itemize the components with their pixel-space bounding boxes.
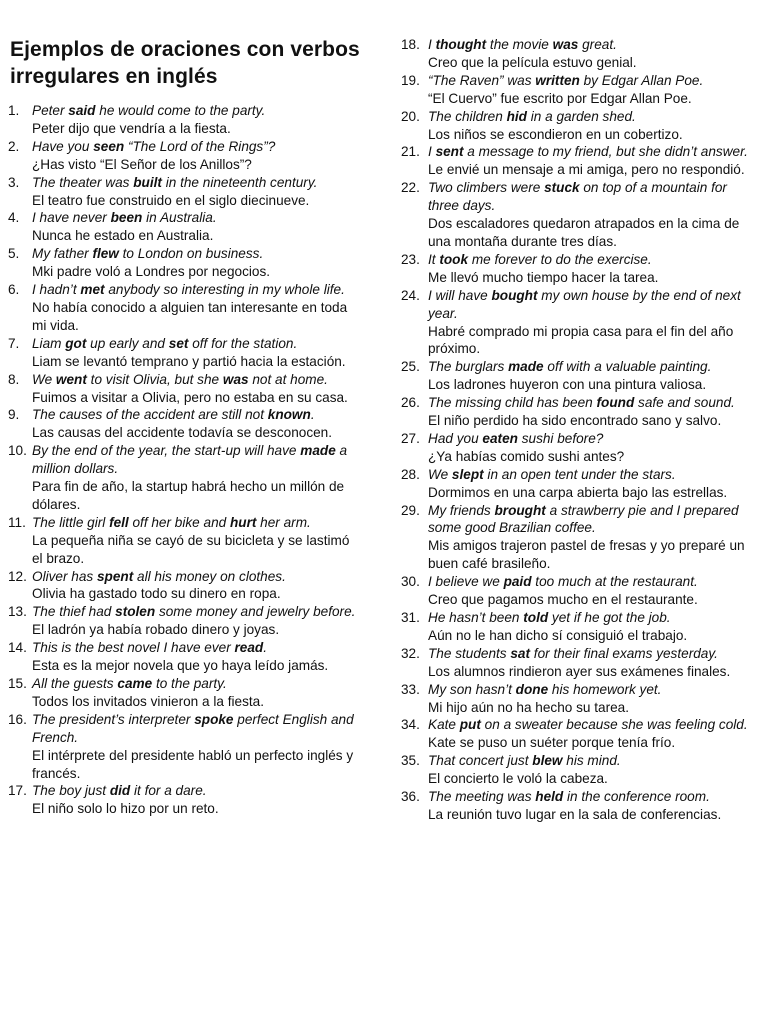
english-text: to London on business. xyxy=(118,246,264,262)
english-text: off her bike and xyxy=(128,514,230,530)
english-text: Have you xyxy=(32,138,94,154)
item-number: 9. xyxy=(8,407,20,423)
item-number: 15. xyxy=(8,676,27,691)
item-number: 6. xyxy=(8,282,20,298)
english-text: all his money on clothes. xyxy=(133,568,286,584)
list-item xyxy=(0,245,360,281)
english-text: by Edgar Allan Poe. xyxy=(579,72,704,88)
irregular-verb: been xyxy=(110,210,143,226)
english-text: to the party. xyxy=(152,676,227,691)
english-text: I will have xyxy=(428,287,492,303)
irregular-verb: done xyxy=(515,681,549,697)
english-sentence xyxy=(32,245,360,263)
english-text: the movie xyxy=(486,37,553,52)
list-item xyxy=(398,716,756,752)
item-number: 8. xyxy=(8,371,20,387)
english-sentence xyxy=(32,514,360,532)
english-text: That concert just xyxy=(428,753,533,769)
item-number: 2. xyxy=(8,138,20,154)
irregular-verb: read xyxy=(234,640,264,656)
english-text: The burglars xyxy=(428,359,509,375)
english-sentence xyxy=(32,371,360,389)
list-item xyxy=(0,209,360,245)
english-text: off with a valuable painting. xyxy=(543,359,712,375)
spanish-translation: Dos escaladores quedaron atrapados en la cima de una montaña durante tres días. xyxy=(428,216,740,249)
english-text: too much at the restaurant. xyxy=(531,574,698,590)
spanish-translation: Los niños se escondieron en un cobertizo. xyxy=(428,126,683,142)
english-text: in a garden shed. xyxy=(526,108,636,124)
english-text: a million dollars. xyxy=(32,443,348,477)
english-sentence xyxy=(428,502,756,538)
spanish-translation: ¿Ya habías comido sushi antes? xyxy=(428,448,625,464)
english-text: he would come to the party. xyxy=(95,103,266,118)
spanish-translation: Aún no le han dicho sí consiguió el trabajo. xyxy=(428,627,688,643)
english-text: on top of a mountain for three days. xyxy=(428,180,727,214)
english-text: The theater was xyxy=(32,174,134,190)
irregular-verb: brought xyxy=(494,502,546,518)
sentence-list-right xyxy=(398,36,756,824)
english-sentence xyxy=(428,108,756,126)
spanish-translation: El intérprete del presidente habló un perfecto inglés y francés. xyxy=(32,747,354,781)
english-sentence xyxy=(428,143,756,161)
irregular-verb: sat xyxy=(510,645,531,661)
english-text: I believe we xyxy=(428,574,504,590)
irregular-verb: stolen xyxy=(115,604,156,620)
item-number: 32. xyxy=(401,645,420,661)
english-text: “The Raven” was xyxy=(428,72,536,88)
left-column xyxy=(0,36,360,818)
english-sentence xyxy=(32,406,360,424)
english-text: The little girl xyxy=(32,514,110,530)
item-number: 5. xyxy=(8,246,20,262)
item-number: 21. xyxy=(401,144,420,160)
english-sentence xyxy=(428,645,756,663)
item-number: 16. xyxy=(8,711,27,727)
english-text: Liam xyxy=(32,335,66,351)
spanish-translation: La pequeña niña se cayó de su bicicleta y se lastimó el brazo. xyxy=(32,532,350,566)
list-item xyxy=(0,174,360,210)
irregular-verb: stuck xyxy=(544,180,580,196)
irregular-verb: was xyxy=(222,371,249,387)
english-text: This is the best novel I have ever xyxy=(32,640,235,656)
english-text: sushi before? xyxy=(517,430,604,446)
irregular-verb: paid xyxy=(503,574,532,590)
english-sentence xyxy=(428,466,756,484)
item-number: 24. xyxy=(401,287,420,303)
irregular-verb: made xyxy=(300,443,336,459)
irregular-verb: was xyxy=(552,37,579,52)
english-text: Two climbers were xyxy=(428,180,545,196)
item-number: 1. xyxy=(8,103,20,118)
english-text: The thief had xyxy=(32,604,116,620)
irregular-verb: hid xyxy=(506,108,527,124)
list-item xyxy=(398,502,756,574)
irregular-verb: known xyxy=(267,407,311,423)
list-item xyxy=(398,251,756,287)
english-sentence xyxy=(428,72,756,90)
english-text: . xyxy=(310,407,315,423)
english-text: “The Lord of the Rings”? xyxy=(124,138,276,154)
spanish-translation: El concierto le voló la cabeza. xyxy=(428,771,608,787)
spanish-translation: Creo que la película estuvo genial. xyxy=(428,54,637,70)
english-text: in Australia. xyxy=(142,210,217,226)
english-text: her arm. xyxy=(256,514,311,530)
irregular-verb: found xyxy=(596,395,635,411)
english-sentence xyxy=(428,716,756,734)
english-sentence xyxy=(428,681,756,699)
english-text: The causes of the accident are still not xyxy=(32,407,268,423)
english-text: his homework yet. xyxy=(548,681,662,697)
list-item xyxy=(0,639,360,675)
irregular-verb: made xyxy=(508,359,544,375)
irregular-verb: spent xyxy=(96,568,134,584)
list-item xyxy=(398,72,756,108)
list-item xyxy=(0,782,360,818)
list-item xyxy=(398,358,756,394)
english-text: great. xyxy=(578,37,617,52)
item-number: 3. xyxy=(8,174,20,190)
list-item xyxy=(398,466,756,502)
spanish-translation: El niño perdido ha sido encontrado sano y salvo. xyxy=(428,413,722,429)
irregular-verb: put xyxy=(459,717,481,733)
english-text: I xyxy=(428,37,436,52)
spanish-translation: Los ladrones huyeron con una pintura valiosa. xyxy=(428,377,707,393)
english-text: not at home. xyxy=(248,371,328,387)
irregular-verb: built xyxy=(133,174,162,190)
english-text: We xyxy=(428,466,452,482)
english-text: for their final exams yesterday. xyxy=(530,645,718,661)
spanish-translation: El teatro fue construido en el siglo diecinueve. xyxy=(32,192,310,208)
spanish-translation: Kate se puso un suéter porque tenía frío. xyxy=(428,735,676,751)
spanish-translation: Los alumnos rindieron ayer sus exámenes finales. xyxy=(428,663,731,679)
spanish-translation: Nunca he estado en Australia. xyxy=(32,228,214,244)
english-text: in an open tent under the stars. xyxy=(483,466,676,482)
english-text: on a sweater because she was feeling cold. xyxy=(480,717,748,733)
item-number: 35. xyxy=(401,753,420,769)
spanish-translation: Habré comprado mi propia casa para el fin del año próximo. xyxy=(428,323,734,357)
english-text: The children xyxy=(428,108,507,124)
list-item xyxy=(398,681,756,717)
spanish-translation: “El Cuervo” fue escrito por Edgar Allan Poe. xyxy=(428,90,692,106)
english-sentence xyxy=(428,251,756,269)
english-text: The boy just xyxy=(32,783,110,799)
irregular-verb: told xyxy=(523,610,549,625)
irregular-verb: written xyxy=(535,72,580,88)
list-item xyxy=(398,143,756,179)
english-text: We xyxy=(32,371,56,387)
item-number: 4. xyxy=(8,210,20,226)
english-text: I have never xyxy=(32,210,111,226)
item-number: 30. xyxy=(401,574,420,590)
right-column xyxy=(398,36,756,824)
list-item xyxy=(0,102,360,138)
english-text: The students xyxy=(428,645,511,661)
english-sentence xyxy=(428,394,756,412)
list-item xyxy=(0,371,360,407)
spanish-translation: Peter dijo que vendría a la fiesta. xyxy=(32,120,231,136)
spanish-translation: Dormimos en una carpa abierta bajo las estrellas. xyxy=(428,484,728,500)
list-item xyxy=(0,675,360,711)
irregular-verb: spoke xyxy=(194,711,234,727)
spanish-translation: Liam se levantó temprano y partió hacia la estación. xyxy=(32,353,346,369)
list-item xyxy=(398,609,756,645)
english-text: My son hasn’t xyxy=(428,681,516,697)
english-text: My father xyxy=(32,246,93,262)
english-text: I hadn’t xyxy=(32,282,81,298)
english-sentence xyxy=(32,782,360,800)
item-number: 34. xyxy=(401,717,420,733)
irregular-verb: sent xyxy=(435,144,464,160)
english-sentence xyxy=(428,287,756,323)
english-sentence xyxy=(428,573,756,591)
item-number: 10. xyxy=(8,443,27,459)
irregular-verb: set xyxy=(168,335,189,351)
spanish-translation: ¿Has visto “El Señor de los Anillos”? xyxy=(32,156,252,172)
english-text: a strawberry pie and I prepared some good Brazilian coffee. xyxy=(428,502,739,536)
irregular-verb: went xyxy=(55,371,87,387)
item-number: 26. xyxy=(401,395,420,411)
irregular-verb: bought xyxy=(491,287,538,303)
spanish-translation: Fuimos a visitar a Olivia, pero no estaba en su casa. xyxy=(32,389,348,405)
english-text: Had you xyxy=(428,430,483,446)
irregular-verb: said xyxy=(68,103,96,118)
item-number: 17. xyxy=(8,783,27,799)
item-number: 27. xyxy=(401,430,420,446)
english-text: his mind. xyxy=(562,753,621,769)
irregular-verb: hurt xyxy=(229,514,257,530)
english-sentence xyxy=(428,430,756,448)
item-number: 20. xyxy=(401,108,420,124)
irregular-verb: seen xyxy=(93,138,125,154)
english-sentence xyxy=(428,179,756,215)
english-text: All the guests xyxy=(32,676,118,691)
irregular-verb: flew xyxy=(92,246,119,262)
english-sentence xyxy=(428,752,756,770)
english-text: in the nineteenth century. xyxy=(161,174,318,190)
english-text: my own house by the end of next year. xyxy=(428,287,741,321)
irregular-verb: thought xyxy=(435,37,487,52)
spanish-translation: Creo que pagamos mucho en el restaurante. xyxy=(428,592,698,608)
list-item xyxy=(0,603,360,639)
english-text: some money and jewelry before. xyxy=(155,604,356,620)
english-sentence xyxy=(428,358,756,376)
english-sentence xyxy=(428,36,756,54)
english-text: me forever to do the exercise. xyxy=(468,251,652,267)
irregular-verb: eaten xyxy=(482,430,518,446)
english-text: in the conference room. xyxy=(563,789,710,805)
spanish-translation: El ladrón ya había robado dinero y joyas. xyxy=(32,622,280,638)
irregular-verb: fell xyxy=(109,514,129,530)
list-item xyxy=(398,573,756,609)
english-text: The meeting was xyxy=(428,789,536,805)
item-number: 29. xyxy=(401,502,420,518)
english-text: off for the station. xyxy=(188,335,298,351)
english-sentence xyxy=(32,174,360,192)
list-item xyxy=(398,108,756,144)
english-text: I xyxy=(428,144,436,160)
irregular-verb: held xyxy=(535,789,564,805)
english-sentence xyxy=(428,609,756,627)
spanish-translation: Mki padre voló a Londres por negocios. xyxy=(32,264,271,280)
spanish-translation: La reunión tuvo lugar en la sala de conferencias. xyxy=(428,806,722,822)
item-number: 33. xyxy=(401,681,420,697)
sentence-list-left xyxy=(0,102,360,818)
english-text: My friends xyxy=(428,502,495,518)
irregular-verb: blew xyxy=(532,753,563,769)
item-number: 18. xyxy=(401,37,420,52)
english-sentence xyxy=(32,281,360,299)
list-item xyxy=(0,711,360,783)
english-text: The missing child has been xyxy=(428,395,597,411)
english-text: The president’s interpreter xyxy=(32,711,195,727)
list-item xyxy=(0,514,360,568)
list-item xyxy=(398,179,756,251)
english-text: up early and xyxy=(86,335,169,351)
english-text: safe and sound. xyxy=(634,395,735,411)
english-sentence xyxy=(32,639,360,657)
spanish-translation: Las causas del accidente todavía se desconocen. xyxy=(32,425,333,441)
irregular-verb: did xyxy=(109,783,131,799)
english-sentence xyxy=(32,102,360,120)
spanish-translation: Me llevó mucho tiempo hacer la tarea. xyxy=(428,269,659,285)
english-text: it for a dare. xyxy=(130,783,207,799)
list-item xyxy=(398,788,756,824)
english-text: . xyxy=(263,640,267,656)
english-sentence xyxy=(32,568,360,586)
item-number: 14. xyxy=(8,640,27,656)
spanish-translation: Le envié un mensaje a mi amiga, pero no respondió. xyxy=(428,162,745,178)
english-sentence xyxy=(32,209,360,227)
spanish-translation: Mi hijo aún no ha hecho su tarea. xyxy=(428,699,630,715)
english-text: perfect English and French. xyxy=(32,711,354,745)
list-item xyxy=(0,138,360,174)
english-sentence xyxy=(32,138,360,156)
spanish-translation: Olivia ha gastado todo su dinero en ropa. xyxy=(32,586,281,602)
page-title: Ejemplos de oraciones con verbos irregulares en inglés xyxy=(10,38,360,88)
item-number: 19. xyxy=(401,72,420,88)
english-text: It xyxy=(428,251,440,267)
spanish-translation: El niño solo lo hizo por un reto. xyxy=(32,801,219,817)
spanish-translation: Para fin de año, la startup habrá hecho un millón de dólares. xyxy=(32,479,345,512)
list-item xyxy=(398,287,756,359)
list-item xyxy=(0,281,360,335)
item-number: 11. xyxy=(8,514,26,530)
english-text: By the end of the year, the start-up will have xyxy=(32,443,301,459)
english-text: Oliver has xyxy=(32,568,97,584)
english-text: to visit Olivia, but she xyxy=(86,371,223,387)
english-text: a message to my friend, but she didn’t answer. xyxy=(463,144,748,160)
list-item xyxy=(398,645,756,681)
list-item xyxy=(398,430,756,466)
list-item xyxy=(398,394,756,430)
spanish-translation: Mis amigos trajeron pastel de fresas y yo preparé un buen café brasileño. xyxy=(428,538,745,572)
list-item xyxy=(398,36,756,72)
spanish-translation: No había conocido a alguien tan interesante en toda mi vida. xyxy=(32,299,348,333)
english-sentence xyxy=(32,442,360,478)
english-text: He hasn’t been xyxy=(428,610,524,625)
item-number: 36. xyxy=(401,789,420,805)
list-item xyxy=(398,752,756,788)
english-text: yet if he got the job. xyxy=(548,610,671,625)
list-item xyxy=(0,442,360,514)
list-item xyxy=(0,406,360,442)
item-number: 13. xyxy=(8,604,27,620)
item-number: 31. xyxy=(401,610,420,625)
english-sentence xyxy=(428,788,756,806)
irregular-verb: got xyxy=(65,335,87,351)
item-number: 22. xyxy=(401,180,420,196)
english-sentence xyxy=(32,711,360,747)
item-number: 23. xyxy=(401,251,420,267)
english-sentence xyxy=(32,603,360,621)
irregular-verb: slept xyxy=(451,466,484,482)
list-item xyxy=(0,568,360,604)
irregular-verb: took xyxy=(439,251,469,267)
english-text: Peter xyxy=(32,103,69,118)
english-sentence xyxy=(32,335,360,353)
item-number: 12. xyxy=(8,568,27,584)
spanish-translation: Todos los invitados vinieron a la fiesta. xyxy=(32,693,264,709)
item-number: 25. xyxy=(401,359,420,375)
irregular-verb: met xyxy=(80,282,105,298)
item-number: 7. xyxy=(8,335,20,351)
irregular-verb: came xyxy=(117,676,153,691)
spanish-translation: Esta es la mejor novela que yo haya leído jamás. xyxy=(32,658,329,674)
english-text: Kate xyxy=(428,717,460,733)
item-number: 28. xyxy=(401,466,420,482)
list-item xyxy=(0,335,360,371)
english-sentence xyxy=(32,675,360,693)
english-text: anybody so interesting in my whole life. xyxy=(104,282,345,298)
